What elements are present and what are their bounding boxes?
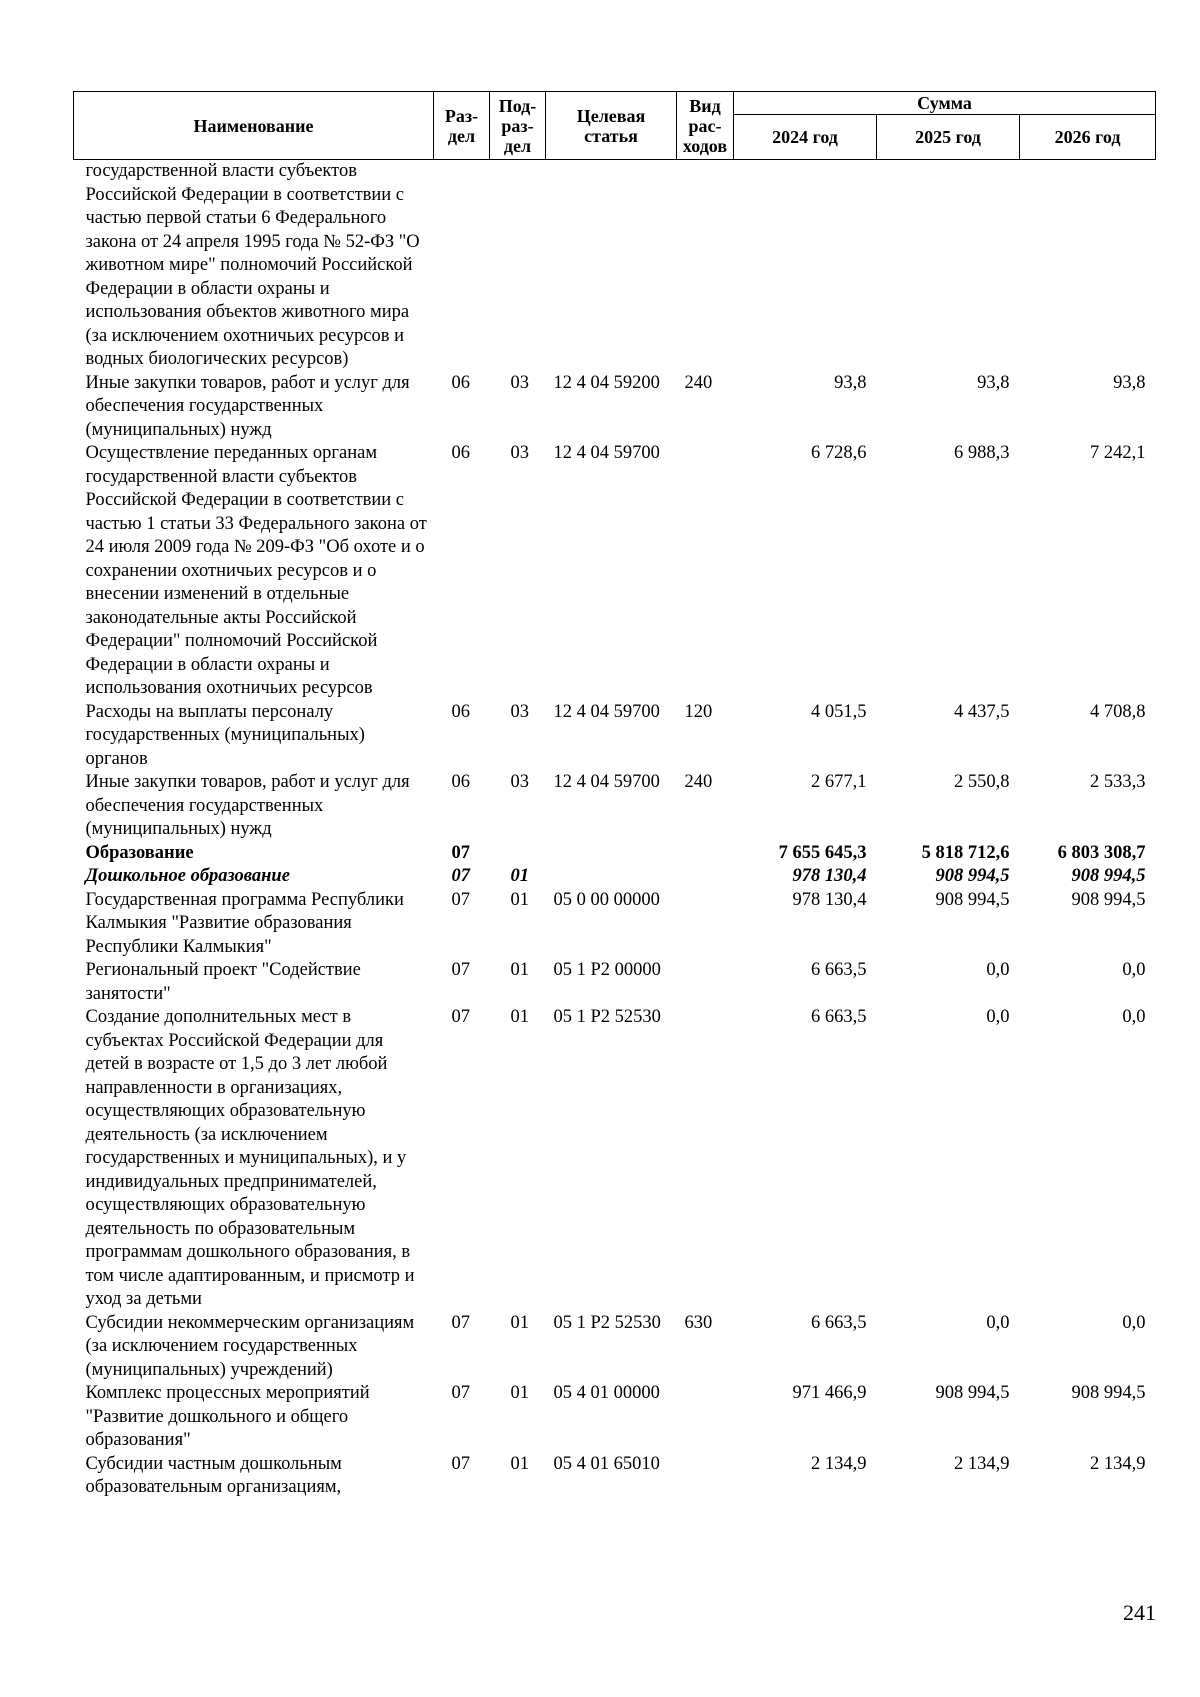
cell-sum-2024: 978 130,4 bbox=[792, 866, 867, 886]
cell-sum-2026: 2 134,9 bbox=[1090, 1453, 1146, 1474]
cell-target-article bbox=[546, 865, 677, 889]
cell-sum-2025: 0,0 bbox=[986, 960, 1010, 980]
cell-sum-2025: 908 994,5 bbox=[935, 866, 1010, 886]
cell-sum-2026: 908 994,5 bbox=[1071, 889, 1146, 910]
header-expense-type: Вид рас- ходов bbox=[677, 92, 734, 160]
cell-target-article: 05 1 P2 00000 bbox=[553, 960, 661, 980]
cell-target-article: 05 4 01 65010 bbox=[553, 1453, 660, 1474]
header-name: Наименование bbox=[74, 92, 434, 160]
table-row bbox=[74, 1453, 1156, 1500]
cell-sum-2024: 6 663,5 bbox=[811, 1312, 867, 1333]
cell-podrazdel bbox=[490, 842, 546, 866]
cell-sum-2026: 0,0 bbox=[1122, 1007, 1146, 1027]
cell-sum-2025: 908 994,5 bbox=[935, 889, 1010, 910]
table-row bbox=[74, 1312, 1156, 1383]
cell-sum-2025: 6 988,3 bbox=[954, 443, 1010, 463]
cell-sum-2026: 4 708,8 bbox=[1090, 701, 1146, 722]
cell-sum-2024: 6 663,5 bbox=[811, 1007, 867, 1027]
cell-razdel: 07 bbox=[451, 842, 470, 863]
cell-razdel: 07 bbox=[451, 960, 470, 980]
cell-expense-type bbox=[677, 1453, 734, 1500]
cell-target-article: 12 4 04 59700 bbox=[553, 772, 660, 792]
cell-razdel: 06 bbox=[451, 443, 470, 463]
cell-razdel: 07 bbox=[451, 866, 470, 886]
cell-name: Комплекс процессных мероприятий "Развитие дошкольного и общего образования" bbox=[85, 1383, 370, 1450]
cell-podrazdel: 01 bbox=[510, 1383, 529, 1403]
cell-razdel: 06 bbox=[451, 772, 470, 792]
cell-sum-2024 bbox=[734, 160, 877, 372]
cell-sum-2024: 978 130,4 bbox=[792, 889, 867, 910]
table-row bbox=[74, 442, 1156, 701]
cell-sum-2025 bbox=[877, 160, 1020, 372]
table-row bbox=[74, 842, 1156, 866]
cell-expense-type bbox=[677, 1006, 734, 1312]
table-row bbox=[74, 701, 1156, 772]
cell-sum-2026: 908 994,5 bbox=[1071, 1383, 1146, 1403]
header-target-article: Целевая статья bbox=[546, 92, 677, 160]
cell-name: Иные закупки товаров, работ и услуг для обеспечения государственных (муниципальных) нужд bbox=[85, 372, 410, 440]
cell-name: Дошкольное образование bbox=[85, 866, 290, 886]
cell-target-article: 12 4 04 59200 bbox=[553, 372, 660, 393]
cell-podrazdel: 01 bbox=[510, 1007, 529, 1027]
cell-target-article: 05 4 01 00000 bbox=[553, 1383, 660, 1403]
header-year-2025: 2025 год bbox=[877, 115, 1020, 160]
cell-razdel: 06 bbox=[451, 372, 470, 393]
cell-name: Региональный проект "Содействие занятости" bbox=[85, 960, 361, 1004]
cell-expense-type bbox=[677, 1382, 734, 1453]
cell-podrazdel: 03 bbox=[510, 443, 529, 463]
budget-table bbox=[73, 91, 1156, 1500]
cell-name: государственной власти субъектов Российской Федерации в соответствии с частью первой статьи 6 Федерального закона от 24 апреля 1995 года № 52-ФЗ "О животном мире" полномочий Российской Федерации в области охраны и использования объектов животного мира (за исключением охотничьих ресурсов и водных биологических ресурсов) bbox=[85, 161, 420, 369]
cell-name: Расходы на выплаты персоналу государственных (муниципальных) органов bbox=[85, 701, 365, 769]
cell-podrazdel: 01 bbox=[510, 1312, 529, 1333]
cell-name: Осуществление переданных органам государственной власти субъектов Российской Федерации в соответствии с частью 1 статьи 33 Федерального закона от 24 июля 2009 года № 209-ФЗ "Об охоте и о сохранении охотничьих ресурсов и о внесении изменений в отдельные законодательные акты Российской Федерации" полномочий Российской Федерации в области охраны и использования охотничьих ресурсов bbox=[85, 443, 427, 698]
cell-sum-2024: 7 655 645,3 bbox=[778, 842, 867, 863]
cell-sum-2026: 0,0 bbox=[1122, 1312, 1146, 1333]
cell-podrazdel: 01 bbox=[510, 1453, 529, 1474]
header-podrazdel: Под- раз- дел bbox=[490, 92, 546, 160]
cell-name: Государственная программа Республики Калмыкия "Развитие образования Республики Калмыкия" bbox=[85, 889, 404, 957]
header-year-2026: 2026 год bbox=[1020, 115, 1156, 160]
cell-podrazdel: 01 bbox=[510, 866, 529, 886]
cell-sum-2026: 6 803 308,7 bbox=[1057, 842, 1146, 863]
cell-sum-2024: 4 051,5 bbox=[811, 701, 867, 722]
table-header bbox=[74, 92, 1156, 160]
table-row bbox=[74, 160, 1156, 372]
cell-expense-type bbox=[677, 442, 734, 701]
cell-sum-2025: 5 818 712,6 bbox=[921, 842, 1010, 863]
cell-podrazdel: 01 bbox=[510, 889, 529, 910]
cell-razdel: 06 bbox=[451, 701, 470, 722]
cell-sum-2024: 2 134,9 bbox=[811, 1453, 867, 1474]
cell-target-article: 05 1 P2 52530 bbox=[553, 1312, 661, 1333]
page-number: 241 bbox=[1123, 1600, 1156, 1625]
cell-expense-type: 240 bbox=[684, 772, 713, 792]
cell-expense-type bbox=[677, 160, 734, 372]
cell-expense-type: 630 bbox=[684, 1312, 713, 1333]
table-row bbox=[74, 771, 1156, 842]
cell-sum-2025: 0,0 bbox=[986, 1007, 1010, 1027]
table-row bbox=[74, 889, 1156, 960]
cell-sum-2025: 4 437,5 bbox=[954, 701, 1010, 722]
cell-sum-2024: 971 466,9 bbox=[792, 1383, 867, 1403]
header-year-2024: 2024 год bbox=[734, 115, 877, 160]
cell-razdel: 07 bbox=[451, 1007, 470, 1027]
cell-podrazdel: 03 bbox=[510, 372, 529, 393]
cell-podrazdel: 03 bbox=[510, 701, 529, 722]
cell-sum-2025: 0,0 bbox=[986, 1312, 1010, 1333]
cell-sum-2025: 2 134,9 bbox=[954, 1453, 1010, 1474]
cell-name: Субсидии некоммерческим организациям (за исключением государственных (муниципальных) учреждений) bbox=[85, 1312, 415, 1380]
cell-sum-2024: 6 728,6 bbox=[811, 443, 867, 463]
cell-sum-2024: 2 677,1 bbox=[811, 772, 867, 792]
table-row bbox=[74, 372, 1156, 443]
cell-target-article: 12 4 04 59700 bbox=[553, 443, 660, 463]
cell-sum-2024: 6 663,5 bbox=[811, 960, 867, 980]
cell-razdel: 07 bbox=[451, 889, 470, 910]
cell-podrazdel bbox=[490, 160, 546, 372]
table-row bbox=[74, 865, 1156, 889]
header-sum: Сумма bbox=[734, 92, 1156, 115]
cell-name: Создание дополнительных мест в субъектах Российской Федерации для детей в возрасте от 1,5 до 3 лет любой направленности в организациях, осуществляющих образовательную деятельность (за исключением государственных и муниципальных), и у индивидуальных предпринимателей, осуществляющих образовательную деятельность по образовательным программам дошкольного образования, в том числе адаптированным, и присмотр и уход за детьми bbox=[85, 1007, 415, 1309]
cell-razdel: 07 bbox=[451, 1312, 470, 1333]
cell-sum-2026: 0,0 bbox=[1122, 960, 1146, 980]
table-row bbox=[74, 1382, 1156, 1453]
cell-podrazdel: 03 bbox=[510, 772, 529, 792]
cell-sum-2026: 93,8 bbox=[1113, 372, 1146, 393]
cell-target-article bbox=[546, 842, 677, 866]
cell-sum-2026: 2 533,3 bbox=[1090, 772, 1146, 792]
cell-sum-2025: 2 550,8 bbox=[954, 772, 1010, 792]
cell-sum-2026: 908 994,5 bbox=[1071, 866, 1146, 886]
cell-razdel bbox=[434, 160, 490, 372]
cell-sum-2025: 93,8 bbox=[977, 372, 1010, 393]
cell-expense-type: 240 bbox=[684, 372, 713, 393]
cell-target-article: 05 0 00 00000 bbox=[553, 889, 660, 910]
table-body bbox=[74, 160, 1156, 1500]
cell-expense-type bbox=[677, 889, 734, 960]
cell-name: Образование bbox=[85, 842, 194, 863]
cell-name: Иные закупки товаров, работ и услуг для обеспечения государственных (муниципальных) нужд bbox=[85, 772, 410, 839]
cell-expense-type bbox=[677, 865, 734, 889]
cell-name: Субсидии частным дошкольным образовательным организациям, bbox=[85, 1453, 342, 1497]
table-row bbox=[74, 1006, 1156, 1312]
cell-sum-2025: 908 994,5 bbox=[935, 1383, 1010, 1403]
cell-target-article: 05 1 P2 52530 bbox=[553, 1007, 661, 1027]
cell-sum-2026: 7 242,1 bbox=[1090, 443, 1146, 463]
cell-target-article bbox=[546, 160, 677, 372]
header-razdel: Раз- дел bbox=[434, 92, 490, 160]
cell-target-article: 12 4 04 59700 bbox=[553, 701, 660, 722]
cell-razdel: 07 bbox=[451, 1453, 470, 1474]
table-row bbox=[74, 959, 1156, 1006]
cell-podrazdel: 01 bbox=[510, 960, 529, 980]
cell-sum-2026 bbox=[1020, 160, 1156, 372]
cell-expense-type bbox=[677, 842, 734, 866]
cell-razdel: 07 bbox=[451, 1383, 470, 1403]
cell-sum-2024: 93,8 bbox=[834, 372, 867, 393]
cell-expense-type: 120 bbox=[684, 701, 713, 722]
cell-expense-type bbox=[677, 959, 734, 1006]
